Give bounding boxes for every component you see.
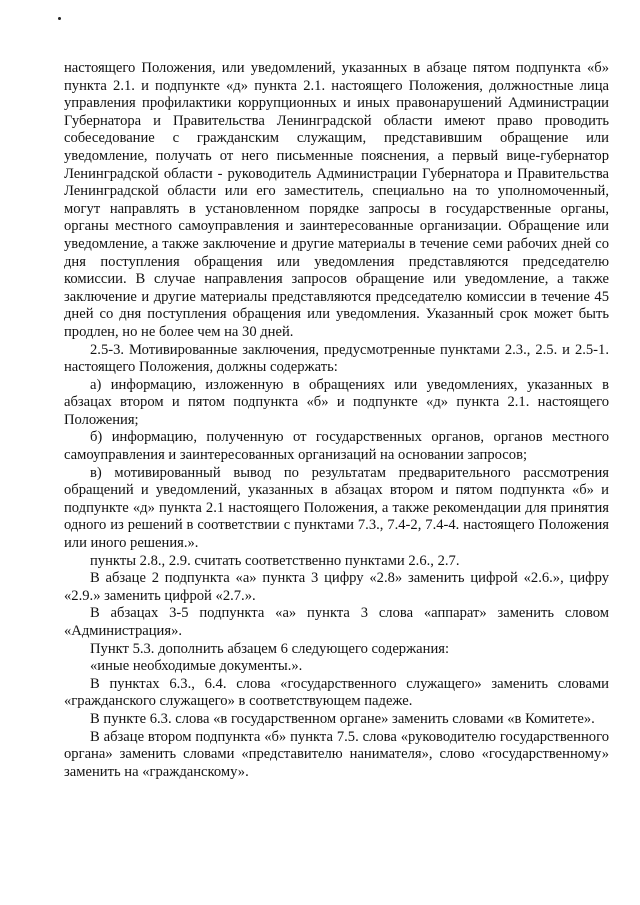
paragraph: В пункте 6.3. слова «в государственном органе» заменить словами «в Комитете». — [90, 710, 595, 727]
scan-speck — [58, 17, 61, 20]
paragraph: настоящего Положения, или уведомлений, указанных в абзаце пятом подпункта «б» пункта 2.1. и подпункте «д» пункта 2.1. настоящего Положения, должностные лица управления профилактики коррупционных и иных правонарушений Администрации Губернатора и Правительства Ленинградской области имеют право проводить собеседование с гражданским служащим, представившим обращение или уведомление, получать от него письменные пояснения, а первый вице-губернатор Ленинградской области - руководитель Администрации Губернатора и Правительства Ленинградской области или его заместитель, специально на то уполномоченный, могут направлять в установленном порядке запросы в государственные органы, органы местного самоуправления и заинтересованные организации. Обращение или уведомление, а также заключение и другие материалы в течение семи рабочих дней со дня поступления обращения или уведомления представляются председателю комиссии. В случае направления запросов обращение или уведомление, а также заключение и другие материалы представляются председателю комиссии в течение 45 дней со дня поступления обращения или уведомления. Указанный срок может быть продлен, но не более чем на 30 дней. — [64, 60, 609, 340]
paragraph: в) мотивированный вывод по результатам предварительного рассмотрения обращений и уведомлений, указанных в абзацах втором и пятом подпункта «б» и подпункте «д» пункта 2.1 настоящего Положения, а также рекомендации для принятия одного из решений в соответствии с пунктами 7.3., 7.4-2, 7.4-4. настоящего Положения или иного решения.». — [64, 464, 609, 552]
paragraph: Пункт 5.3. дополнить абзацем 6 следующего содержания: — [90, 640, 450, 657]
paragraph: В абзаце втором подпункта «б» пункта 7.5. слова «руководителю государственного органа» заменить словами «представителю нанимателя», слово «государственному» заменить на «гражданскому». — [64, 728, 609, 780]
paragraph: б) информацию, полученную от государственных органов, органов местного самоуправления и заинтересованных организаций на основании запросов; — [64, 429, 609, 464]
paragraph: пункты 2.8., 2.9. считать соответственно пунктами 2.6., 2.7. — [90, 552, 460, 569]
paragraph: 2.5-3. Мотивированные заключения, предусмотренные пунктами 2.3., 2.5. и 2.5-1. настоящего Положения, должны содержать: — [64, 341, 609, 376]
document-body — [64, 60, 609, 781]
paragraph: а) информацию, изложенную в обращениях или уведомлениях, указанных в абзацах втором и пятом подпункта «б» и подпункте «д» пункта 2.1. настоящего Положения; — [64, 376, 609, 428]
paragraph: В пунктах 6.3., 6.4. слова «государственного служащего» заменить словами «гражданского служащего» в соответствующем падеже. — [64, 675, 609, 710]
paragraph: «иные необходимые документы.». — [90, 658, 303, 675]
paragraph: В абзацах 3-5 подпункта «а» пункта 3 слова «аппарат» заменить словом «Администрация». — [64, 605, 609, 639]
paragraph: В абзаце 2 подпункта «а» пункта 3 цифру «2.8» заменить цифрой «2.6.», цифру «2.9.» заменить цифрой «2.7.». — [64, 570, 609, 604]
